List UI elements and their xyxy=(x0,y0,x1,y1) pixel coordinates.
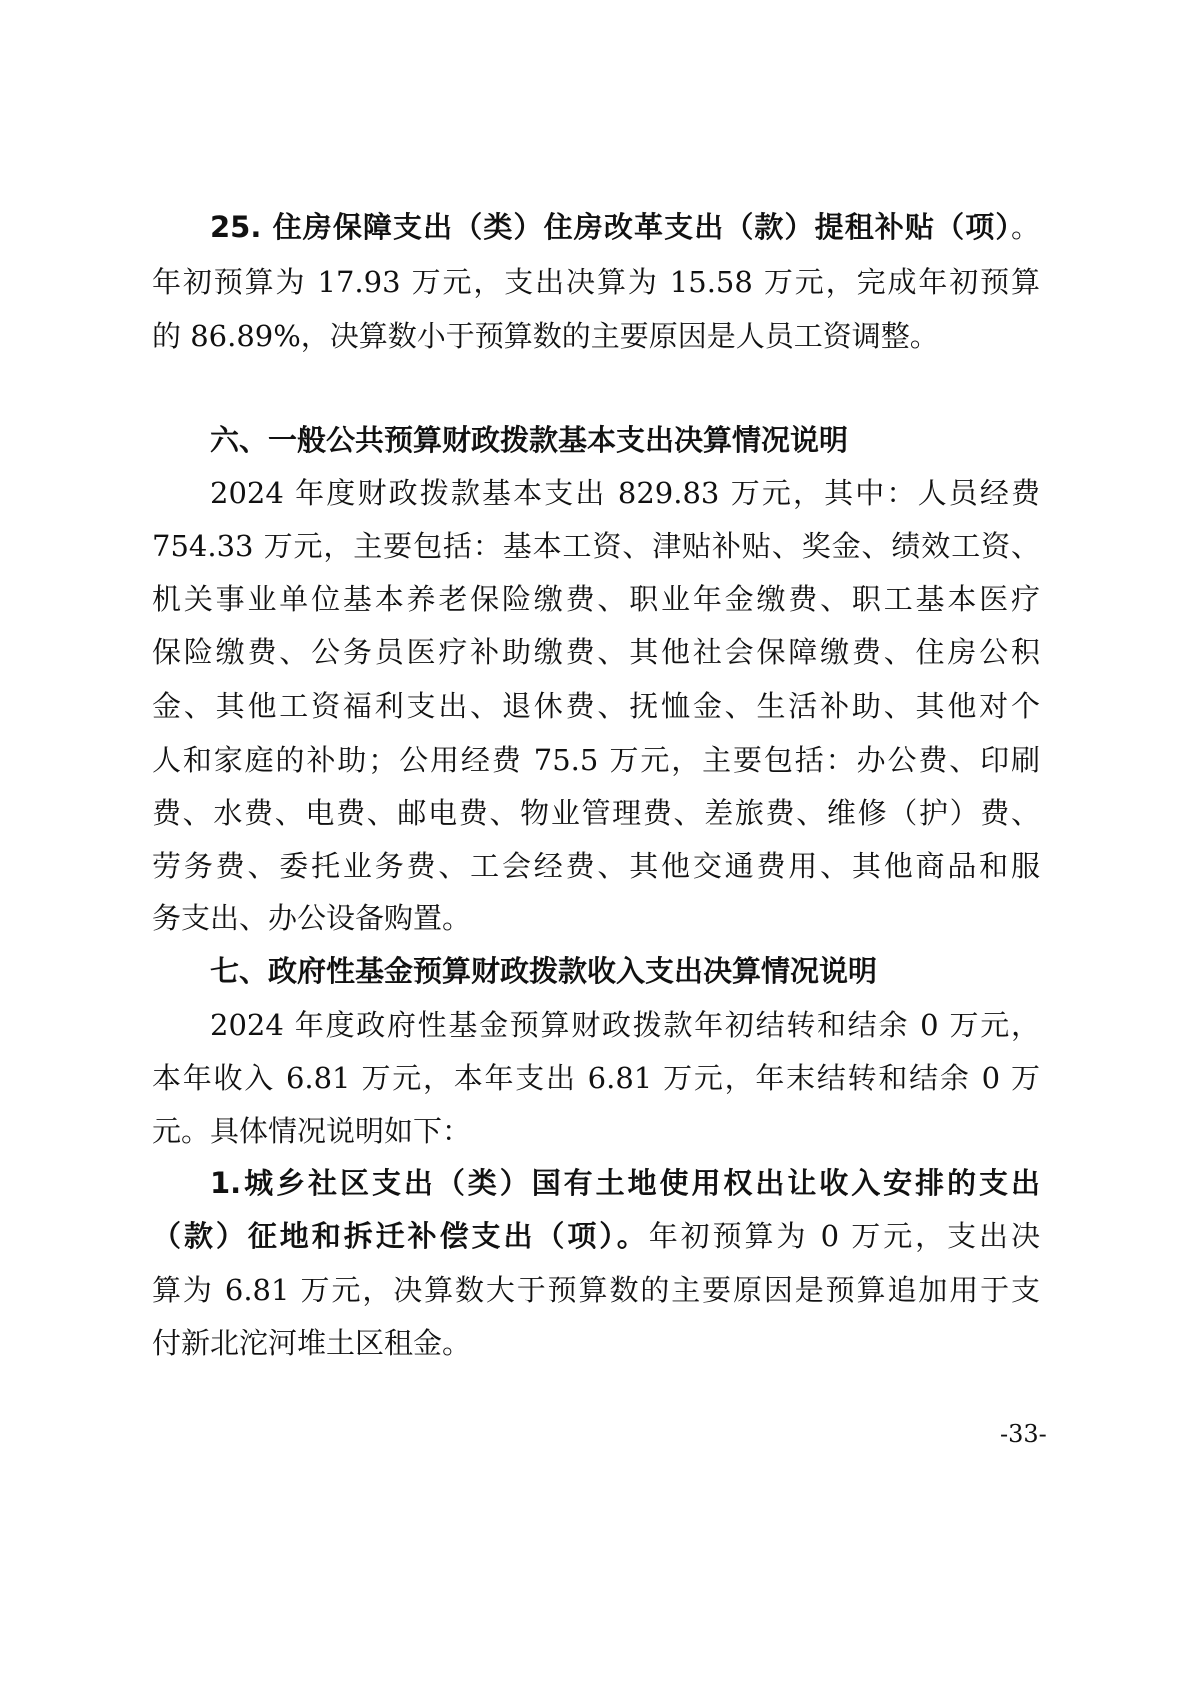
paragraph-line: 754.33 万元，主要包括：基本工资、津贴补贴、奖金、绩效工资、 xyxy=(152,529,1040,563)
paragraph-line: 2024 年度政府性基金预算财政拨款年初结转和结余 0 万元， xyxy=(210,1008,1040,1042)
paragraph-line: 保险缴费、公务员医疗补助缴费、其他社会保障缴费、住房公积 xyxy=(152,635,1040,669)
paragraph-line: 劳务费、委托业务费、工会经费、其他交通费用、其他商品和服 xyxy=(152,849,1040,883)
paragraph-line: 年初预算为 17.93 万元，支出决算为 15.58 万元，完成年初预算 xyxy=(152,265,1040,299)
paragraph-line xyxy=(152,1216,1040,1256)
paragraph-line: 2024 年度财政拨款基本支出 829.83 万元，其中：人员经费 xyxy=(210,476,1040,510)
paragraph-line: 元。具体情况说明如下： xyxy=(152,1114,472,1148)
paragraph-line: 金、其他工资福利支出、退休费、抚恤金、生活补助、其他对个 xyxy=(152,689,1040,723)
page-number: -33- xyxy=(1000,1420,1047,1448)
section-heading-7: 七、政府性基金预算财政拨款收入支出决算情况说明 xyxy=(210,954,878,988)
paragraph-line: 务支出、办公设备购置。 xyxy=(152,901,472,935)
text: 年初预算为 0 万元，支出决 xyxy=(648,1219,1040,1253)
bold-text: （款）征地和拆迁补偿支出（项）。 xyxy=(152,1219,649,1253)
paragraph-line: 本年收入 6.81 万元，本年支出 6.81 万元，年末结转和结余 0 万 xyxy=(152,1061,1040,1095)
text: 。 xyxy=(1010,210,1040,244)
section-heading-6: 六、一般公共预算财政拨款基本支出决算情况说明 xyxy=(210,423,849,457)
paragraph-line: 算为 6.81 万元，决算数大于预算数的主要原因是预算追加用于支 xyxy=(152,1273,1040,1307)
paragraph-line: 人和家庭的补助；公用经费 75.5 万元，主要包括：办公费、印刷 xyxy=(152,743,1040,777)
bold-text: 25. 住房保障支出（类）住房改革支出（款）提租补贴（项） xyxy=(210,210,1011,244)
item-25-heading xyxy=(210,207,1040,247)
paragraph-line: 付新北沱河堆土区租金。 xyxy=(152,1326,472,1360)
paragraph-line: 的 86.89%，决算数小于预算数的主要原因是人员工资调整。 xyxy=(152,319,939,353)
paragraph-line: 费、水费、电费、邮电费、物业管理费、差旅费、维修（护）费、 xyxy=(152,796,1040,830)
item-1-heading: 1.城乡社区支出（类）国有土地使用权出让收入安排的支出 xyxy=(210,1166,1040,1200)
paragraph-line: 机关事业单位基本养老保险缴费、职业年金缴费、职工基本医疗 xyxy=(152,582,1040,616)
